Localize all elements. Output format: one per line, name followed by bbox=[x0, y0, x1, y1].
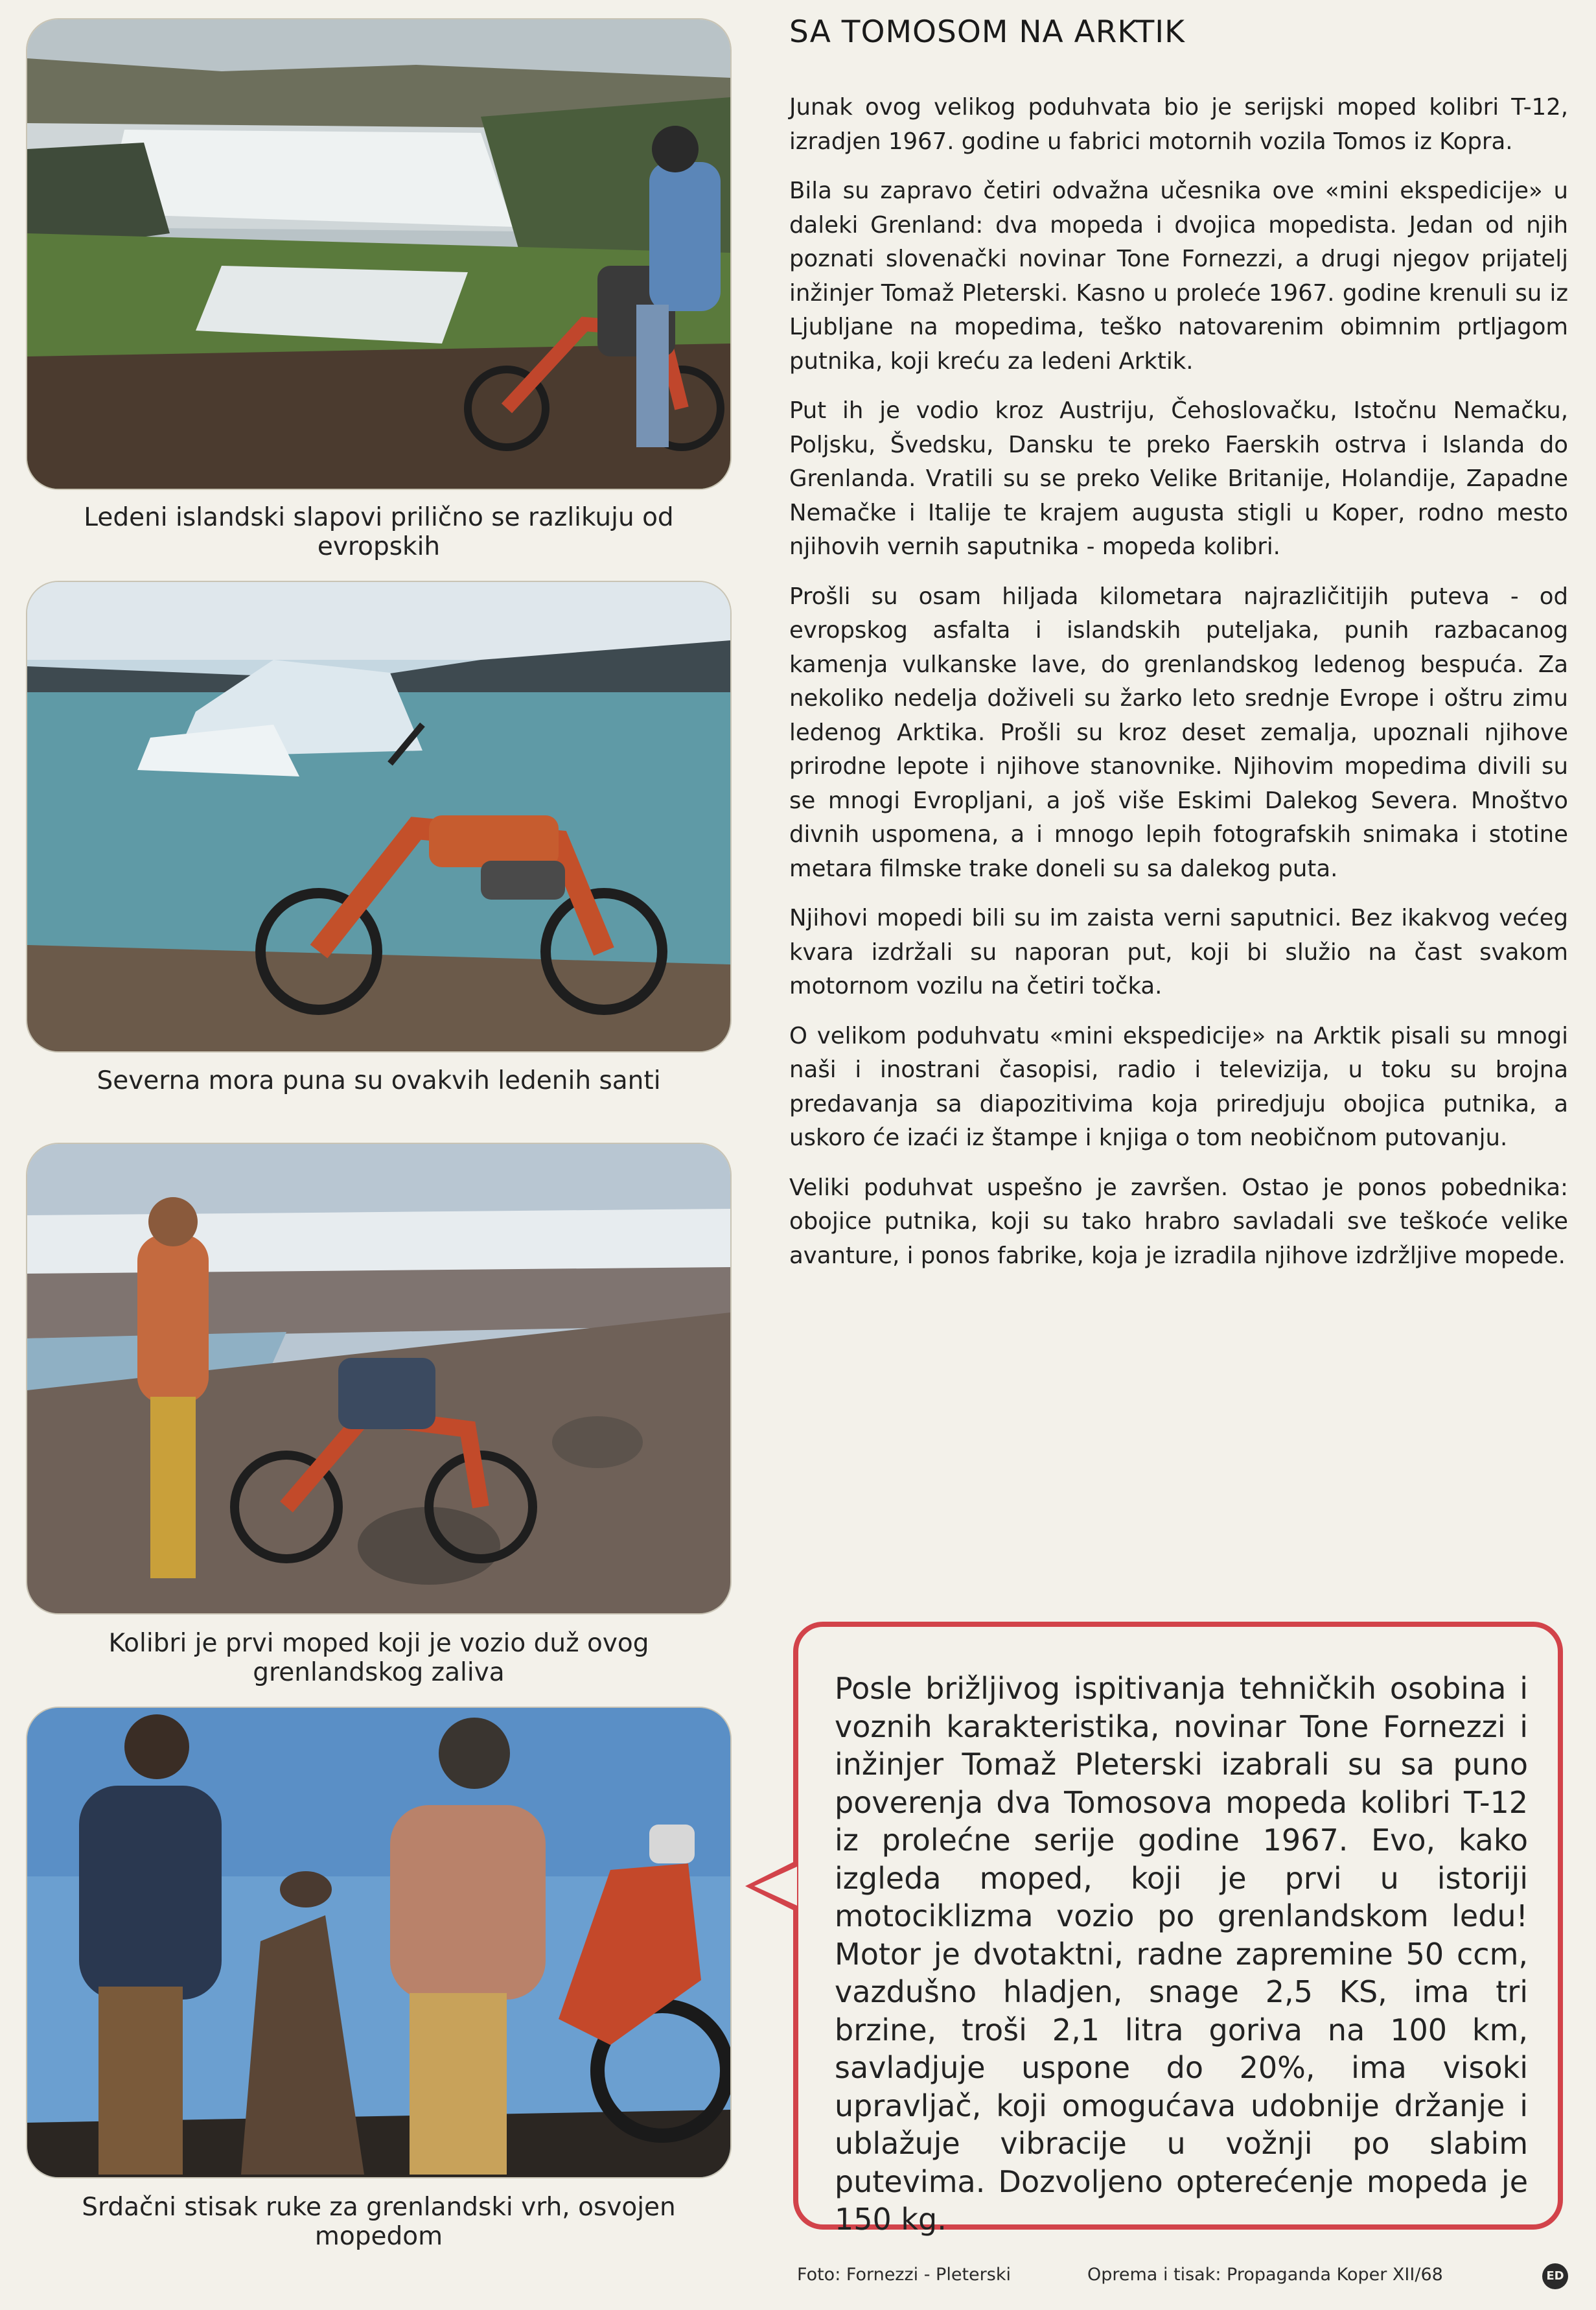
photo-handshake bbox=[27, 1708, 730, 2177]
greenland-bay-image bbox=[27, 1144, 730, 1613]
photo-caption: Srdačni stisak ruke za grenlandski vrh, osvojen mopedom bbox=[82, 2193, 676, 2251]
photo-greenland-bay bbox=[27, 1144, 730, 1613]
article-title: SA TOMOSOM NA ARKTIK bbox=[789, 14, 1185, 50]
photo-caption: Kolibri je prvi moped koji je vozio duž ovog grenlandskog zaliva bbox=[108, 1629, 649, 1687]
article-paragraph: Prošli su osam hiljada kilometara najrazličitijih puteva - od evropskog asfalta i islandskih puteljaka, punih razbacanog kamenja vulkanske lave, do grenlandskog ledenog bespuća. Za nekoliko nedelja doživeli su žarko leto srednje Evrope i oštru zimu ledenog Arktika. Prošli su kroz deset zemalja, upoznali njihove prirodne lepote i njihove stanovnike. Njihovim mopedima divili su se mnogi Evropljani, a još više Eskimi Dalekog Severa. Mnoštvo divnih uspomena, a i mnogo lepih fotografskih snimaka i stotine metara filmske trake doneli su sa dalekog puta. bbox=[789, 583, 1568, 882]
article-paragraph: Junak ovog velikog poduhvata bio je serijski moped kolibri T-12, izradjen 1967. godine u fabrici motornih vozila Tomos iz Kopra. bbox=[789, 94, 1568, 155]
spec-box bbox=[793, 1622, 1563, 2237]
print-credit: Oprema i tisak: Propaganda Koper XII/68 bbox=[1087, 2265, 1443, 2285]
spec-box-pointer-fill bbox=[754, 1867, 797, 1906]
article-paragraph: Put ih je vodio kroz Austriju, Čehoslovačku, Istočnu Nemačku, Poljsku, Švedsku, Dansku te preko Faerskih ostrva i Islanda do Grenlanda. Vratili su se preko Velike Britanije, Holandije, Zapadne Nemačke i Italije te krajem augusta stigli u Koper, rodno mesto njihovih vernih saputnika - mopeda kolibri. bbox=[789, 397, 1568, 560]
article-body bbox=[789, 91, 1568, 1289]
photo-caption: Ledeni islandski slapovi prilično se razlikuju od evropskih bbox=[84, 503, 674, 561]
article-paragraph: Veliki poduhvat uspešno je završen. Ostao je ponos pobednika: obojice putnika, koji su tako hrabro savladali sve teškoće velike avanture, i ponos fabrike, koja je izradila njihove izdržljive mopede. bbox=[789, 1174, 1568, 1269]
photo-credit: Foto: Fornezzi - Pleterski bbox=[797, 2265, 1011, 2285]
article-paragraph: O velikom poduhvatu «mini ekspedicije» na Arktik pisali su mnogi naši i inostrani časopisi, radio i televizija, u toku su brojna predavanja sa diapozitivima koja priredjuju obojica putnika, a uskoro će izaći iz štampe i knjiga o tom neobičnom putovanju. bbox=[789, 1022, 1568, 1151]
article-paragraph: Njihovi mopedi bili su im zaista verni saputnici. Bez ikakvog većeg kvara izdržali su naporan put, koji bi služio na čast svakom motornom vozilu na četiri točka. bbox=[789, 905, 1568, 999]
photo-waterfall bbox=[27, 19, 730, 489]
photo-iceberg bbox=[27, 582, 730, 1051]
waterfall-image bbox=[27, 19, 730, 489]
article-paragraph: Bila su zapravo četiri odvažna učesnika ove «mini ekspedicije» u daleki Grenland: dva mopeda i dvojica mopedista. Jedan od njih poznati slovenački novinar Tone Fornezzi, a drugi njegov prijatelj inžinjer Tomaž Pleterski. Kasno u proleće 1967. godine krenuli su iz Ljubljane na mopedima, teško natovarenim obimnim prtljagom putnika, koji kreću za ledeni Arktik. bbox=[789, 178, 1568, 375]
photo-caption: Severna mora puna su ovakvih ledenih santi bbox=[97, 1066, 661, 1095]
publisher-logo-icon: ED bbox=[1542, 2263, 1568, 2289]
iceberg-image bbox=[27, 582, 730, 1051]
spec-box-text: Posle brižljivog ispitivanja tehničkih osobina i voznih karakteristika, novinar Tone Fornezzi i inžinjer Tomaž Pleterski izabrali su sa puno poverenja dva Tomosova mopeda kolibri T-12 iz prolećne serije godine 1967. Evo, kako izgleda moped, koji je prvi u istoriji motociklizma vozio po grenlandskom ledu! Motor je dvotaktni, radne zapremine 50 ccm, vazdušno hladjen, snage 2,5 KS, ima tri brzine, troši 2,1 litra goriva na 100 km, savladjuje uspone do 20%, ima visoki upravljač, koji omogućava udobnije držanje i ublažuje vibracije u vožnji po slabim putevima. Dozvoljeno opterećenje mopeda je 150 kg. bbox=[835, 1671, 1528, 2237]
handshake-image bbox=[27, 1708, 730, 2177]
